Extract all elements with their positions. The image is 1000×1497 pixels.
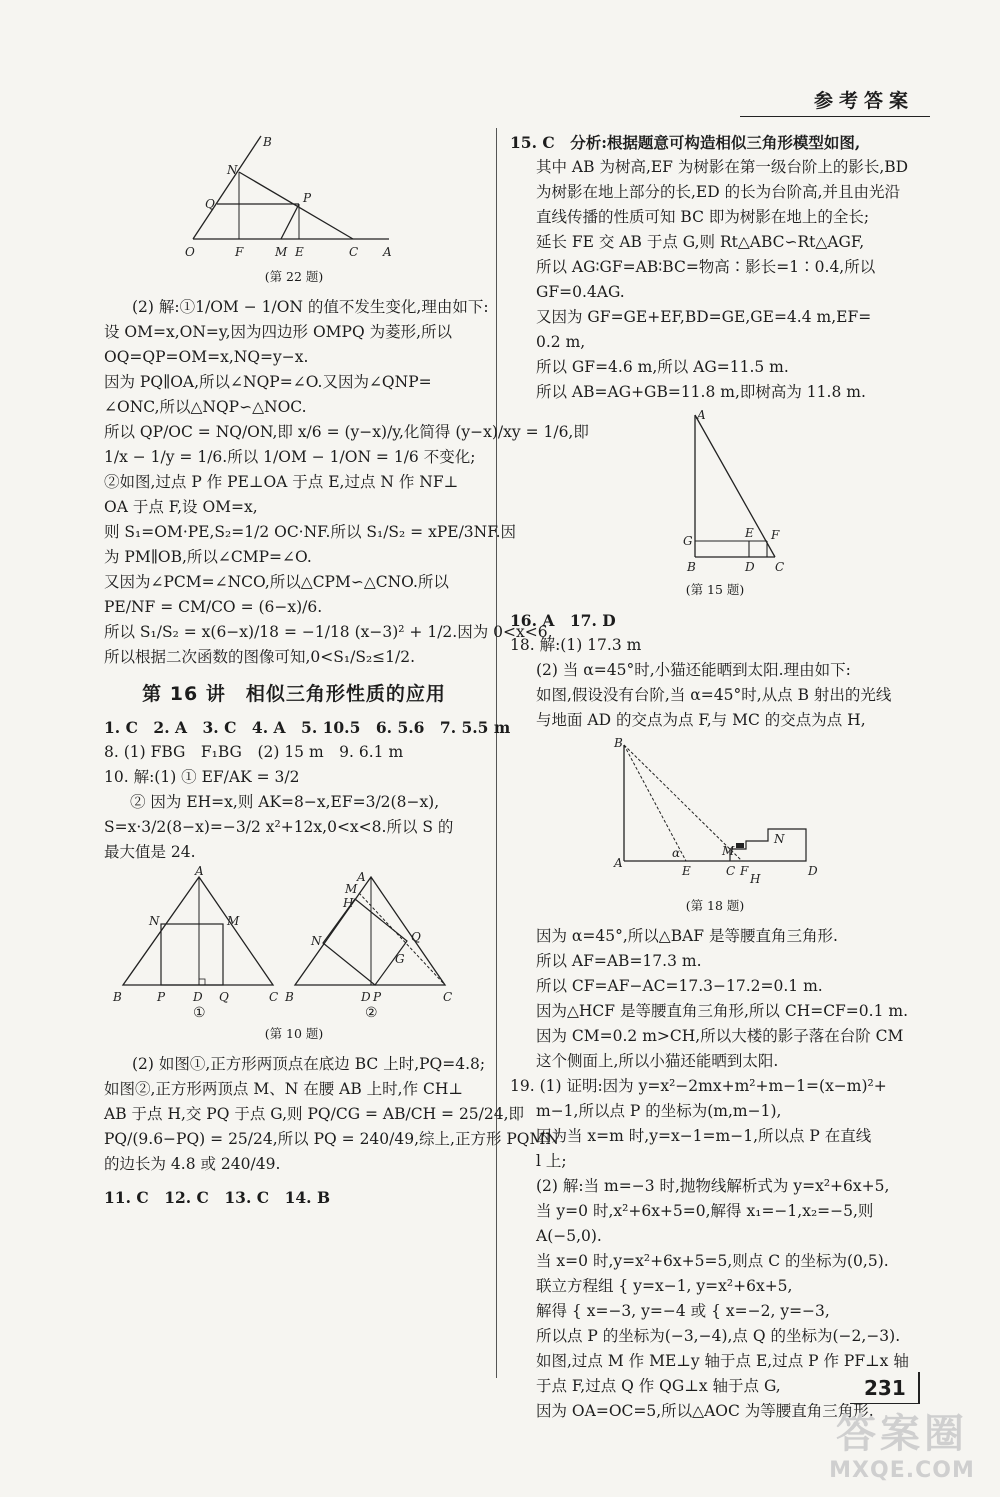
answer-line: 11. C 12. C 13. C 14. B (104, 1188, 331, 1207)
fig15-label-g: G (683, 534, 693, 548)
fig22-label-a: A (383, 245, 392, 259)
text-line: 因为 PQ∥OA,所以∠NQP=∠O.又因为∠QNP= (104, 373, 432, 391)
figure-22-caption: (第 22 题) (264, 269, 324, 284)
answers-block (104, 715, 511, 865)
text-line: (2) 如图①,正方形两顶点在底边 BC 上时,PQ=4.8; (132, 1055, 486, 1073)
text-line: (2) 解:①1/OM − 1/ON 的值不发生变化,理由如下: (132, 298, 489, 316)
text-line: 1/x − 1/y = 1/6.所以 1/OM − 1/ON = 1/6 不变化; (104, 448, 476, 466)
fig10b-label-p: P (373, 990, 382, 1004)
text-line: 直线传播的性质可知 BC 即为树影在地上的全长; (536, 208, 870, 226)
page-number-rule (850, 1403, 920, 1404)
text-line: 15. C 分析:根据题意可构造相似三角形模型如图, (510, 133, 861, 152)
text-line: AB 于点 H,交 PQ 于点 G,则 PQ/CG = AB/CH = 25/24,即 (104, 1105, 525, 1123)
text-line: 因为 α=45°,所以△BAF 是等腰直角三角形. (536, 927, 838, 945)
text-line: 因为 OA=OC=5,所以△AOC 为等腰直角三角形. (536, 1402, 874, 1420)
fig22-label-q: Q (205, 197, 215, 211)
text-line: 所以 GF=4.6 m,所以 AG=11.5 m. (536, 358, 789, 376)
figure-15-diagram (625, 409, 805, 575)
figure-18-caption: (第 18 题) (685, 898, 745, 913)
fig18-label-c: C (726, 864, 736, 878)
fig10b-label-c: C (443, 990, 453, 1004)
fig10a-label-a: A (195, 864, 204, 878)
watermark-url: MXQE.COM (829, 1458, 975, 1483)
fig10a-label-n: N (149, 914, 160, 928)
fig10b-label-n: N (311, 934, 322, 948)
text-line: 18. 解:(1) 17.3 m (510, 636, 642, 654)
fig18-label-b: B (614, 736, 623, 750)
fig18-label-h: H (750, 872, 761, 886)
watermark-logo: 答案圈 (836, 1411, 968, 1457)
text-line: m−1,所以点 P 的坐标为(m,m−1), (536, 1102, 782, 1120)
fig15-label-b: B (687, 560, 696, 574)
column-divider (496, 128, 497, 1378)
text-line: l 上; (536, 1152, 567, 1170)
fig22-label-m: M (275, 245, 288, 259)
text-line: A(−5,0). (536, 1227, 602, 1245)
fig10b-label-b: B (285, 990, 294, 1004)
fig10b-label-m: M (345, 882, 358, 896)
text-line: ∠ONC,所以△NQP∽△NOC. (104, 398, 307, 416)
fig22-label-f: F (235, 245, 244, 259)
text-line: 19. (1) 证明:因为 y=x²−2mx+m²+m−1=(x−m)²+ (510, 1077, 887, 1095)
text-line: 所以 S₁/S₂ = x(6−x)/18 = −1/18 (x−3)² + 1/2.因为 0<x<6, (104, 623, 553, 641)
text-line: 这个侧面上,所以小猫还能晒到太阳. (536, 1052, 779, 1070)
page-number: 231 (864, 1376, 906, 1400)
figure-10-diagram (109, 864, 479, 1021)
fig22-label-n: N (227, 163, 238, 177)
text-line: 的边长为 4.8 或 240/49. (104, 1155, 281, 1173)
figure-15-caption: (第 15 题) (685, 582, 745, 597)
fig22-label-b: B (263, 135, 272, 149)
fig10b-label-a: A (357, 870, 366, 884)
figure-18-diagram (600, 737, 830, 891)
text-line: 当 y=0 时,x²+6x+5=0,解得 x₁=−1,x₂=−5,则 (536, 1202, 874, 1220)
fig22-label-o: O (185, 245, 195, 259)
text-line: 当 x=0 时,y=x²+6x+5=5,则点 C 的坐标为(0,5). (536, 1252, 889, 1270)
solution-16-18 (510, 608, 920, 733)
text-line: 所以 CF=AF−AC=17.3−17.2=0.1 m. (536, 977, 823, 995)
text-line: 所以根据二次函数的图像可知,0<S₁/S₂≤1/2. (104, 648, 416, 666)
fig10b-label-h: H (343, 896, 354, 910)
text-line: 0.2 m, (536, 333, 586, 351)
fig10b-label-q: Q (411, 930, 421, 944)
text-line: GF=0.4AG. (536, 283, 625, 301)
text-line: 最大值是 24. (104, 843, 196, 861)
fig18-label-a: A (614, 856, 623, 870)
figure-10-caption: (第 10 题) (264, 1026, 324, 1041)
fig18-label-m: M (722, 844, 735, 858)
text-line: 为树影在地上部分的长,ED 的长为台阶高,并且由光沿 (536, 183, 901, 201)
figure-10 (104, 864, 484, 1046)
fig15-label-a: A (697, 408, 706, 422)
fig15-label-e: E (745, 526, 754, 540)
fig10a-label-m: M (227, 914, 240, 928)
text-line: 设 OM=x,ON=y,因为四边形 OMPQ 为菱形,所以 (104, 323, 453, 341)
fig18-label-n: N (774, 832, 785, 846)
text-line: 因为 CM=0.2 m>CH,所以大楼的影子落在台阶 CM (536, 1027, 904, 1045)
header-title: 参考答案 (813, 90, 914, 112)
fig15-label-f: F (771, 528, 780, 542)
watermark (812, 1410, 992, 1494)
text-line: 因为△HCF 是等腰直角三角形,所以 CH=CF=0.1 m. (536, 1002, 909, 1020)
fig10b-label-d: D (361, 990, 371, 1004)
fig22-label-p: P (303, 191, 312, 205)
answer-line: 1. C 2. A 3. C 4. A 5. 10.5 6. 5.6 7. 5.5 m (104, 718, 511, 737)
fig10a-sub: ① (193, 1005, 206, 1021)
text-line: 所以 QP/OC = NQ/ON,即 x/6 = (y−x)/y,化简得 (y−x)/xy = 1/6,即 (104, 423, 589, 441)
fig22-label-c: C (349, 245, 359, 259)
solution-15 (510, 130, 920, 405)
text-line: (2) 解:当 m=−3 时,抛物线解析式为 y=x²+6x+5, (536, 1177, 890, 1195)
text-line: 如图,过点 M 作 ME⊥y 轴于点 E,过点 P 作 PF⊥x 轴 (536, 1352, 909, 1370)
text-line: 联立方程组 { y=x−1, y=x²+6x+5, (536, 1277, 793, 1295)
fig18-label-e: E (682, 864, 691, 878)
text-line: (2) 当 α=45°时,小猫还能晒到太阳.理由如下: (536, 661, 851, 679)
fig10a-label-d: D (193, 990, 203, 1004)
fig10a-label-p: P (157, 990, 166, 1004)
header-rule (740, 116, 930, 117)
text-line: 所以 AB=AG+GB=11.8 m,即树高为 11.8 m. (536, 383, 866, 401)
fig10a-label-b: B (113, 990, 122, 1004)
text-line: 于点 F,过点 Q 作 QG⊥x 轴于点 G, (536, 1377, 781, 1395)
text-line: 延长 FE 交 AB 于点 G,则 Rt△ABC∽Rt△AGF, (536, 233, 865, 251)
fig18-label-d: D (808, 864, 818, 878)
answer-line: 8. (1) FBG F₁BG (2) 15 m 9. 6.1 m (104, 743, 404, 761)
text-line: 所以 AF=AB=17.3 m. (536, 952, 702, 970)
figure-22-diagram (179, 134, 409, 262)
fig18-label-alpha: α (672, 846, 681, 860)
text-line: PE/NF = CM/CO = (6−x)/6. (104, 598, 323, 616)
answer-line: 16. A 17. D (510, 611, 616, 630)
lesson-title: 第 16 讲 相似三角形性质的应用 (142, 683, 446, 705)
text-line: S=x·3/2(8−x)=−3/2 x²+12x,0<x<8.所以 S 的 (104, 818, 454, 836)
text-line: 如图,假设没有台阶,当 α=45°时,从点 B 射出的光线 (536, 686, 892, 704)
text-line: OQ=QP=OM=x,NQ=y−x. (104, 348, 309, 366)
fig10b-label-g: G (395, 952, 405, 966)
fig15-label-d: D (745, 560, 755, 574)
text-line: 因为当 x=m 时,y=x−1=m−1,所以点 P 在直线 (536, 1127, 872, 1145)
text-line: 如图②,正方形两顶点 M、N 在腰 AB 上时,作 CH⊥ (104, 1080, 463, 1098)
fig22-label-e: E (295, 245, 304, 259)
fig10b-sub: ② (365, 1005, 378, 1021)
text-line: 所以 AG∶GF=AB∶BC=物高∶影长=1∶0.4,所以 (536, 258, 876, 276)
text-line: 与地面 AD 的交点为点 F,与 MC 的交点为点 H, (536, 711, 866, 729)
fig15-label-c: C (775, 560, 785, 574)
text-line: PQ/(9.6−PQ) = 25/24,所以 PQ = 240/49,综上,正方形 PQMN (104, 1130, 559, 1148)
text-line: 为 PM∥OB,所以∠CMP=∠O. (104, 548, 312, 566)
text-line: 所以点 P 的坐标为(−3,−4),点 Q 的坐标为(−2,−3). (536, 1327, 901, 1345)
text-line: ②如图,过点 P 作 PE⊥OA 于点 E,过点 N 作 NF⊥ (104, 473, 459, 491)
text-line: 又因为 GF=GE+EF,BD=GE,GE=4.4 m,EF= (536, 308, 872, 326)
figure-18 (510, 737, 920, 918)
text-line: 解得 { x=−3, y=−4 或 { x=−2, y=−3, (536, 1302, 830, 1320)
figure-22 (104, 134, 484, 289)
text-line: 其中 AB 为树高,EF 为树影在第一级台阶上的影长,BD (536, 158, 909, 176)
fig10a-label-q: Q (219, 990, 229, 1004)
text-line: OA 于点 F,设 OM=x, (104, 498, 258, 516)
answer-line: 10. 解:(1) ① EF/AK = 3/2 (104, 768, 300, 786)
right-column (510, 130, 920, 1424)
text-line: 又因为∠PCM=∠NCO,所以△CPM∽△CNO.所以 (104, 573, 449, 591)
figure-15 (510, 409, 920, 602)
solution-18-19 (510, 924, 920, 1424)
fig18-label-f: F (740, 864, 749, 878)
text-line: 则 S₁=OM·PE,S₂=1/2 OC·NF.所以 S₁/S₂ = xPE/3NF.因 (104, 523, 516, 541)
page-number-bar (918, 1372, 920, 1404)
text-line: ② 因为 EH=x,则 AK=8−x,EF=3/2(8−x), (130, 793, 440, 811)
fig10a-label-c: C (269, 990, 279, 1004)
